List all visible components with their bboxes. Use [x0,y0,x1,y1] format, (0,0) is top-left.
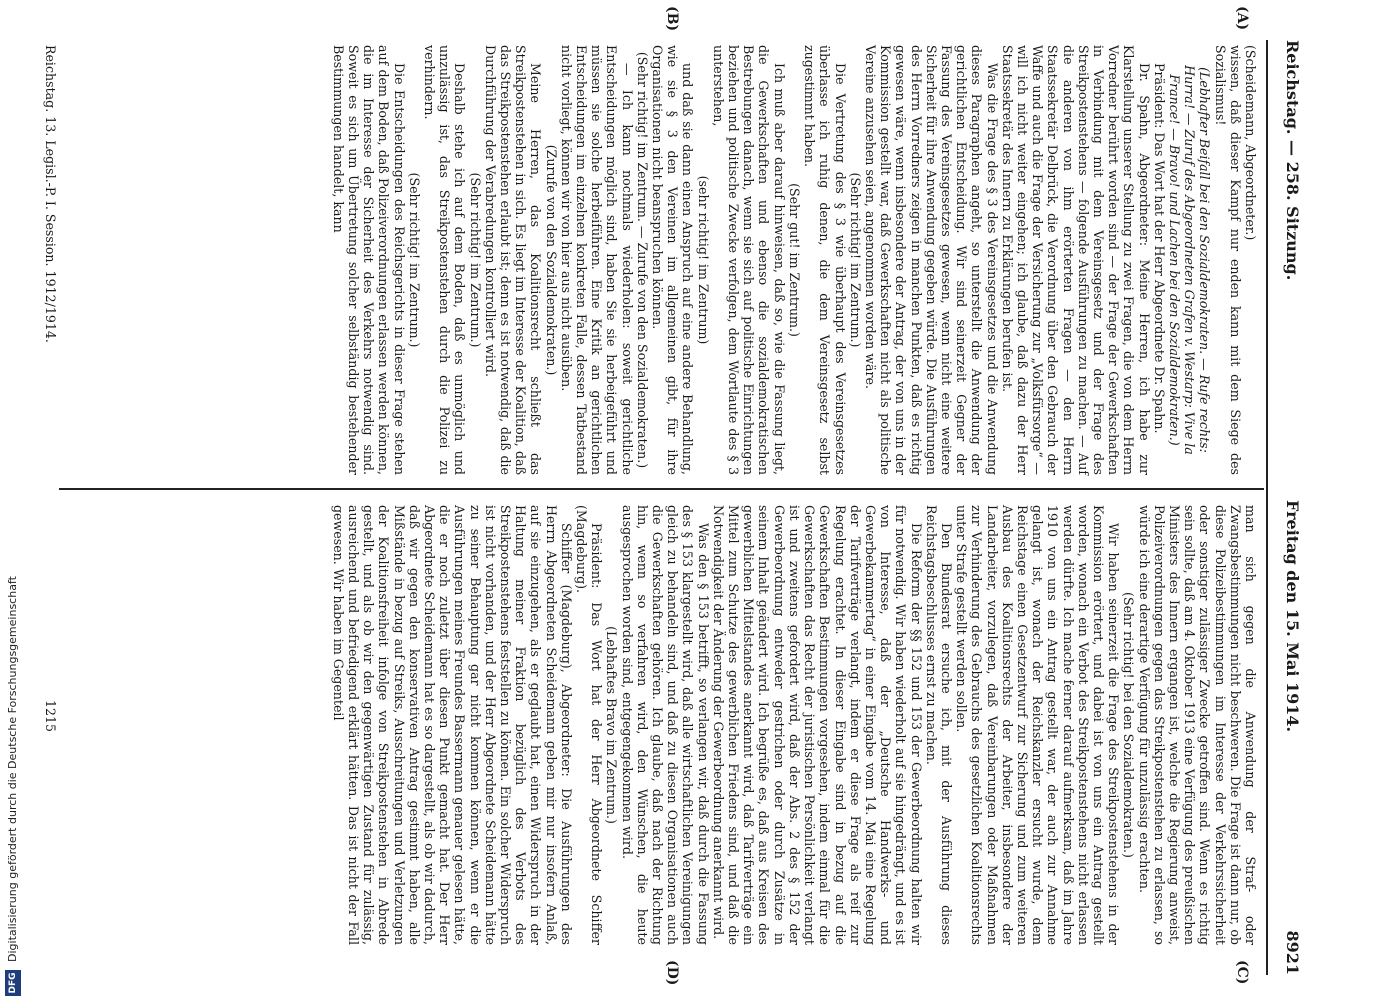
paragraph: (sehr richtig! im Zentrum) [695,175,711,345]
paragraph: Ich muß aber darauf hinweisen, daß so, wie die Fassung liegt, die Gewerkschaften und ebenso die sozialdemokratischen Bestrebungen danach, wenn sie sich auf politische Einrichtungen beziehen und politische Zwecke verfolgen, dem Wortlaute des § 3 unterstehen, [710,45,787,475]
paragraph: (Zurufe von den Sozialdemokraten.) [543,144,559,376]
footer-publication: Reichstag. 13. Legisl.-P. I. Session. 1912/1914. [43,45,58,343]
column-divider [59,488,1264,490]
paragraph: Was den § 153 betrifft, so verlangen wir, daß durch die Fassung des § 153 klargestellt wird, daß alle wirtschaftlichen Vereinigungen gleich zu behandeln sind, und daß zu diesen Organisationen auch die Gewerkschaften gehören. Ich glaube, daß nach der Richtung hin, wenn so verfahren wird, den Wünschen, die heute ausgesprochen worden sind, entgegengekommen wird. [619,505,711,945]
page-header-right: Freitag den 15. Mai 1914. [1283,500,1302,733]
margin-mark-c: (C) [1234,960,1250,985]
paragraph: (Lebhafter Beifall bei den Sozialdemokraten. — Rufe rechts: Hurra! — Zuruf des Abgeordneten Grafen v. Westarp: Vive la France! — Bravo! und Lachen bei den Sozialdemokraten.) [1166,65,1213,455]
margin-mark-a: (A) [1234,6,1250,31]
paragraph: Die Reform der §§ 152 und 153 der Gewerbeordnung halten wir für notwendig. Wir haben wiederholt auf sie hingedrängt, und es ist von Interesse, daß der „Deutsche Handwerks- und Gewerbekammertag“ in einer Eingabe vom 14. Mai eine Regelung der Tarifverträge verlangt, indem er diese Frage als reif zur Regelung erachtet. In dieser Eingabe sind in bezug auf die Gewerkschaften Bestimmungen vorgesehen, indem einmal für die Gewerkschaften das Recht der juristischen Persönlichkeit verlangt ist und zweitens gefordert wird, daß der Abs. 2 des § 152 der Gewerbeordnung entweder gestrichen oder durch Zusätze in seinem Inhalt geändert wird. Ich begrüße es, daß aus Kreisen des gewerblichen Mittelstandes anerkannt wird, daß Tarifverträge ein Mittel zum Schutze des gewerblichen Friedens sind, und daß die Notwendigkeit der Änderung der Gewerbeordnung anerkannt wird. [710,505,924,945]
paragraph: (Sehr richtig! im Zentrum. — Zurufe von den Sozialdemokraten.) [634,51,650,469]
paragraph: Was die Frage des § 3 des Vereinsgesetzes und die Anwendung dieses Paragraphen angeht, so unterstellt die Anwendung der gerichtlichen Entscheidung. Wir sind seinerzeit Gegner der Fassung des Vereinsgesetzes gewesen, wenn nicht eine weitere Sicherheit für ihre Anwendung gegeben würde. Die Ausführungen des Herrn Vorredners zeigen in manchen Punkten, daß es richtig gewesen wäre, wenn insbesondere der Antrag, der von uns in der Kommission gestellt war, daß Gewerkschaften nicht als politische Vereine anzusehen seien, angenommen worden wäre. [862,45,1000,475]
paragraph: — Ich kann nochmals wiederholen: soweit gerichtliche Entscheidungen möglich sind, haben Sie sie herbeigeführt und müssen sie solche herbeiführen. Eine Kritik an gerichtlichen Entscheidungen im einzelnen konkreten Falle, dessen Tatbestand nicht vorliegt, können wir von hier aus nicht ausüben. [558,45,635,475]
right-text-column [331,505,1258,945]
left-text-column [331,45,1258,475]
paragraph: (Lebhaftes Bravo im Zentrum.) [604,626,620,824]
paragraph: man sich gegen die Anwendung der Straf- oder Zwangsbestimmungen nicht beschweren. Die Frage ist dann nur, ob diese Polizeibestimmungen im Interesse der Verkehrssicherheit oder sonstiger zulässiger Zwecke getroffen sind. Wenn es richtig sein sollte, daß am 4. Oktober 1913 eine Verfügung des preußischen Ministers des Innern ergangen ist, welche die Regierung anweist, Polizeiverordnungen gegen das Streikpostenstehen zu erlassen, so würde ich eine derartige Verfügung für unzulässig erachten. [1136,505,1258,945]
paragraph: Präsident: Das Wort hat der Herr Abgeordnete Schiffer (Magdeburg). [574,505,605,945]
paragraph: Deshalb stehe ich auf dem Boden, daß es unmöglich und unzulässig ist, das Streikpostenstehen durch die Polizei zu verhindern. [422,45,468,475]
paragraph: (Scheidemann, Abgeordneter.) [1243,45,1258,241]
page-number: 8921 [1283,930,1302,975]
paragraph: (Sehr gut! im Zentrum.) [786,183,802,337]
paragraph: Dr. Spahn, Abgeordneter: Meine Herren, ich habe zur Klarstellung unserer Stellung zu zwei Fragen, die von dem Herrn Vorredner berührt worden sind — der Frage der Gewerkschaften in Verbindung mit dem Vereinsgesetz und der Frage des Streikpostenstehens — folgende Ausführungen zu machen. — Auf die anderen von ihm erörterten Fragen — den Herrn Staatssekretär Delbrück, die Verordnung über den Gebrauch der Waffe und auch die Frage der Versicherung zur „Volksfürsorge“ — will ich nicht weiter eingehen; ich glaube, daß dazu der Herr Staatssekretär des Innern zu Erklärungen berufen ist. [999,45,1152,475]
page-header-left: Reichstag. — 258. Sitzung. [1283,40,1302,281]
paragraph: wissen, daß dieser Kampf nur enden kann mit dem Siege des Sozialismus! [1212,45,1243,475]
rotated-page-content [20,0,1320,1000]
paragraph: (Sehr richtig! im Zentrum.) [467,172,483,348]
funding-notice-text: Digitalisierung gefördert durch die Deutsche Forschungsgemeinschaft [6,576,19,962]
margin-mark-d: (D) [664,960,680,986]
paragraph: (Sehr richtig! im Zentrum.) [847,172,863,348]
paragraph: Schiffer (Magdeburg), Abgeordneter: Die Ausführungen des Herrn Abgeordneten Scheidemann geben mir nur insofern Anlaß, auf sie einzugehen, als er geglaubt hat, einen Widerspruch in der Haltung meiner Fraktion bezüglich des Verbots des Streikpostenstehens feststellen zu können. Ein solcher Widerspruch ist nicht vorhanden, und der Herr Abgeordnete Scheidemann hätte zu seiner Behauptung gar nicht kommen können, wenn er die Ausführungen meines Freundes Bassermann genauer gelesen hätte, die er noch zuletzt über diesen Punkt gemacht hat. Der Herr Abgeordnete Scheidemann hat es so dargestellt, als ob wir dadurch, daß wir gegen den konservativen Antrag gestimmt haben, alle Mißstände in bezug auf Streiks, Ausschreitungen und Verletzungen der Koalitionsfreiheit infolge von Streikpostenstehen in Abrede gestellt, und als ob wir den gegenwärtigen Zustand für zulässig, ausreichend und befriedigend erklärt hätten. Das ist nicht der Fall gewesen. Wir haben im Gegenteil [330,505,574,945]
paragraph: Die Entscheidungen des Reichsgerichts in dieser Frage stehen auf dem Boden, daß Polizeiverordnungen erlassen werden können, die im Interesse der Sicherheit des Verkehrs notwendig sind. Soweit es sich um Übertretung solcher selbständig bestehender Bestimmungen handelt, kann [330,45,407,475]
paragraph: Präsident: Das Wort hat der Herr Abgeordnete Dr. Spahn. [1151,63,1167,434]
paragraph: und daß sie dann einen Anspruch auf eine andere Behandlung, wie sie § 3 den Vereinen im allgemeinen gibt, für ihre Organisationen nicht beanspruchen können. [650,45,696,475]
header-rule [1266,40,1268,975]
margin-mark-b: (B) [664,6,680,32]
paragraph: (Sehr richtig! bei den Sozialdemokraten.) [1121,592,1137,858]
footer-page-ref: 1215 [43,700,58,733]
paragraph: Meine Herren, das Koalitionsrecht schließt das Streikpostenstehen in sich. Es liegt im Interesse der Koalition, daß das Streikpostenstehen erlaubt ist; denn es ist notwendig, daß die Durchführung der Verabredungen kontrolliert wird. [482,45,544,475]
paragraph: Den Bundesrat ersuche ich, mit der Ausführung dieses Reichstagsbeschlusses ernst zu machen. [923,505,954,945]
paragraph: Die Vertretung des § 3 wie überhaupt des Vereinsgesetzes überlasse ich ruhig denen, die dem Vereinsgesetz selbst zugestimmt haben. [802,45,848,475]
dfg-logo: DFG [5,970,21,996]
paragraph: (Sehr richtig! im Zentrum.) [406,172,422,348]
funding-notice-strip [3,0,25,1000]
paragraph: Wir haben seinerzeit die Frage des Streikpostenstehens in der Kommission erörtert, und dabei ist von uns ein Antrag gestellt worden, wonach ein Verbot des Streikpostenstehens nicht erlassen werden dürfte. Ich mache ferner darauf aufmerksam, daß im Jahre 1910 von uns ein Antrag gestellt war, der auch zur Annahme gelangt ist, wonach der Reichskanzler ersucht wurde, dem Reichstage einen Gesetzentwurf zur Sicherung und zum weiteren Ausbau des Koalitionsrechts der Arbeiter, insbesondere der Landarbeiter, vorzulegen, daß Vereinbarungen oder Maßnahmen zur Verhinderung des Gebrauchs des gesetzlichen Koalitionsrechts unter Strafe gestellt werden sollen. [954,505,1122,945]
